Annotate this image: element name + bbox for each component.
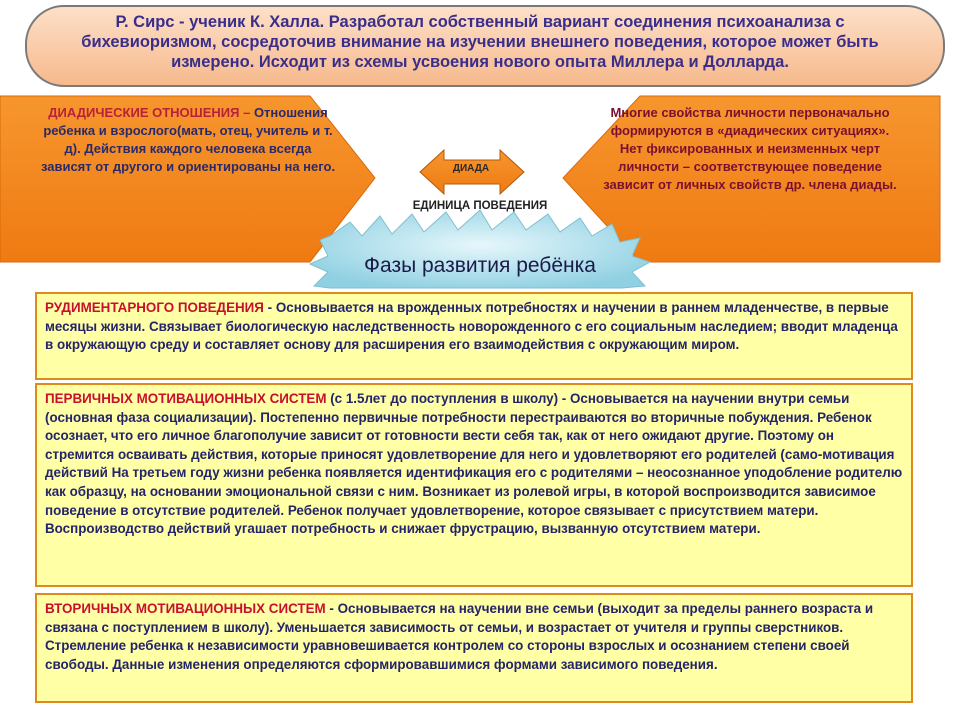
phases-title: Фазы развития ребёнка bbox=[364, 254, 596, 277]
left-dyadic-term: ДИАДИЧЕСКИЕ ОТНОШЕНИЯ – bbox=[48, 105, 251, 120]
dyad-arrow-label: ДИАДА bbox=[452, 163, 490, 174]
phase-term: РУДИМЕНТАРНОГО ПОВЕДЕНИЯ bbox=[45, 300, 264, 315]
phase-box-secondary bbox=[35, 593, 913, 703]
phase-text: - Основывается на научении вне семьи (выходит за пределы раннего возраста и связана с поступлением в школу). Уменьшается зависимость от семьи, и возрастает от учителя и группы сверстников. Стремление ребенка к независимости уравновешивается контролем со стороны взрослых и осознанием степени своей свободы. Данные изменения определяются сформировавшимися формами зависимого поведения. bbox=[45, 601, 874, 672]
phase-text: - Основывается на врожденных потребностях и научении в раннем младенчестве, в первые месяцы жизни. Связывает биологическую наследственность новорожденного с его социальным наследием; вводит младенца в окружающую среду и составляет основу для расширения его взаимодействия с окружающим миром. bbox=[45, 300, 898, 353]
left-dyadic-text: Отношения ребенка и взрослого(мать, отец, учитель и т. д). Действия каждого человека всегда зависят от другого и ориентированы на него. bbox=[40, 105, 336, 174]
phase-term: ПЕРВИЧНЫХ МОТИВАЦИОННЫХ СИСТЕМ bbox=[45, 391, 327, 406]
phase-text: (с 1.5лет до поступления в школу) - Основывается на научении внутри семьи (основная фаза социализации). Постепенно первичные потребности перестраиваются во вторичные побуждения. Ребенок осознает, что его личное благополучие зависит от готовности вести себя так, как от него ожидают другие. Поэтому он стремится осваивать действия, которые приносят удовлетворение для него и удовлетворяют его родителей (само-мотивация действий На третьем году жизни ребенка появляется идентификация его с родителями – неосознанное уподобление родителю как образцу, на основании эмоциональной связи с ним. Возникает из ролевой игры, в которой воспроизводится зависимое поведение в отсутствие родителей. Ребенок получает удовлетворение, которое связывает с присутствием матери. Воспроизводство действий угашает потребность и снижает фрустрацию, вызванную отсутствием матери. bbox=[45, 391, 903, 537]
behavior-unit-label: ЕДИНИЦА ПОВЕДЕНИЯ bbox=[412, 200, 548, 212]
phase-term: ВТОРИЧНЫХ МОТИВАЦИОННЫХ СИСТЕМ bbox=[45, 601, 326, 616]
top-banner-text: Р. Сирс - ученик К. Халла. Разработал собственный вариант соединения психоанализа с бихевиоризмом, сосредоточив внимание на изучении внешнего поведения, которое может быть измерено. Исходит из схемы усвоения нового опыта Миллера и Долларда. bbox=[81, 13, 879, 71]
right-dyadic-block: Многие свойства личности первоначально формируются в «диадических ситуациях». Нет фиксированных и неизменных черт личности – соответствующее поведение зависит от личных свойств др. члена диады. bbox=[603, 105, 897, 192]
left-dyadic-block bbox=[38, 104, 338, 176]
phase-box-rudimentary bbox=[35, 292, 913, 380]
phase-box-primary bbox=[35, 383, 913, 587]
